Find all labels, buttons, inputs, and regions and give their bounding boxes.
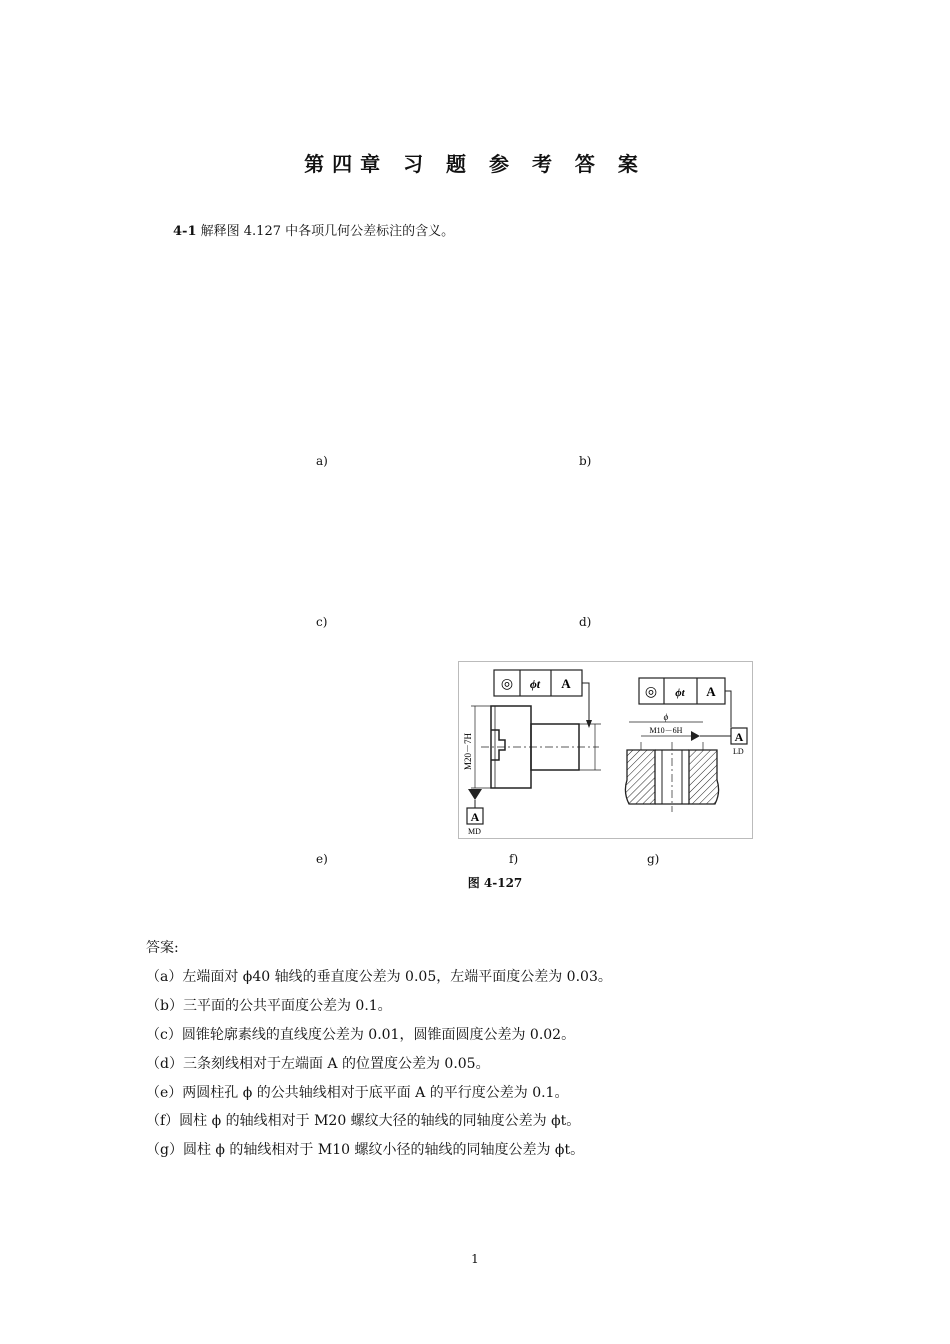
answers-heading: 答案:: [146, 940, 179, 956]
feature-control-frame-f: [494, 670, 582, 696]
figure-label-a: a): [316, 454, 328, 468]
figure-f-g-drawing: [458, 661, 753, 839]
figure-label-b: b): [579, 454, 592, 468]
datum-note-ld: LD: [733, 747, 744, 756]
tolerance-value-g: ϕt: [675, 687, 685, 699]
answer-item-a: （a）左端面对 ϕ40 轴线的垂直度公差为 0.05，左端平面度公差为 0.03。: [146, 969, 612, 985]
figure-label-e: e): [316, 852, 328, 866]
figure-label-f: f): [509, 852, 519, 866]
question-text: 解释图 4.127 中各项几何公差标注的含义。: [196, 224, 455, 239]
datum-box-g: A: [734, 730, 744, 744]
part-g-section: [625, 742, 718, 812]
datum-ref-f: A: [561, 676, 571, 691]
answer-item-g: （g）圆柱 ϕ 的轴线相对于 M10 螺纹小径的轴线的同轴度公差为 ϕt。: [146, 1142, 585, 1158]
coaxiality-icon: ◎: [644, 685, 658, 700]
question-number: 4-1: [173, 224, 197, 239]
question-4-1: [173, 220, 454, 239]
coaxiality-icon: ◎: [500, 677, 514, 692]
dimension-m10: M10－6H: [649, 726, 683, 735]
dimension-phi-g: ϕ: [663, 712, 669, 722]
answer-item-c: （c）圆锥轮廓素线的直线度公差为 0.01，圆锥面圆度公差为 0.02。: [146, 1027, 576, 1043]
figure-label-g: g): [647, 852, 660, 866]
answer-item-e: （e）两圆柱孔 ϕ 的公共轴线相对于底平面 A 的平行度公差为 0.1。: [146, 1085, 569, 1101]
tolerance-value-f: ϕt: [529, 677, 541, 691]
figure-label-d: d): [579, 615, 592, 629]
answer-item-d: （d）三条刻线相对于左端面 A 的位置度公差为 0.05。: [146, 1056, 490, 1072]
answer-item-f: （f）圆柱 ϕ 的轴线相对于 M20 螺纹大径的轴线的同轴度公差为 ϕt。: [146, 1113, 581, 1129]
technical-drawing-svg: [459, 662, 752, 838]
figure-caption: 图 4-127: [467, 876, 523, 890]
page-title: 第四章 习 题 参 考 答 案: [304, 152, 646, 176]
datum-ref-g: A: [706, 684, 716, 699]
figure-label-c: c): [316, 615, 328, 629]
feature-control-frame-g: [639, 678, 725, 704]
answer-item-b: （b）三平面的公共平面度公差为 0.1。: [146, 998, 392, 1014]
datum-note-md: MD: [468, 827, 481, 836]
dimension-m20: M20－7H: [463, 732, 473, 770]
datum-box-f: A: [470, 810, 480, 824]
page-number: 1: [471, 1252, 479, 1266]
